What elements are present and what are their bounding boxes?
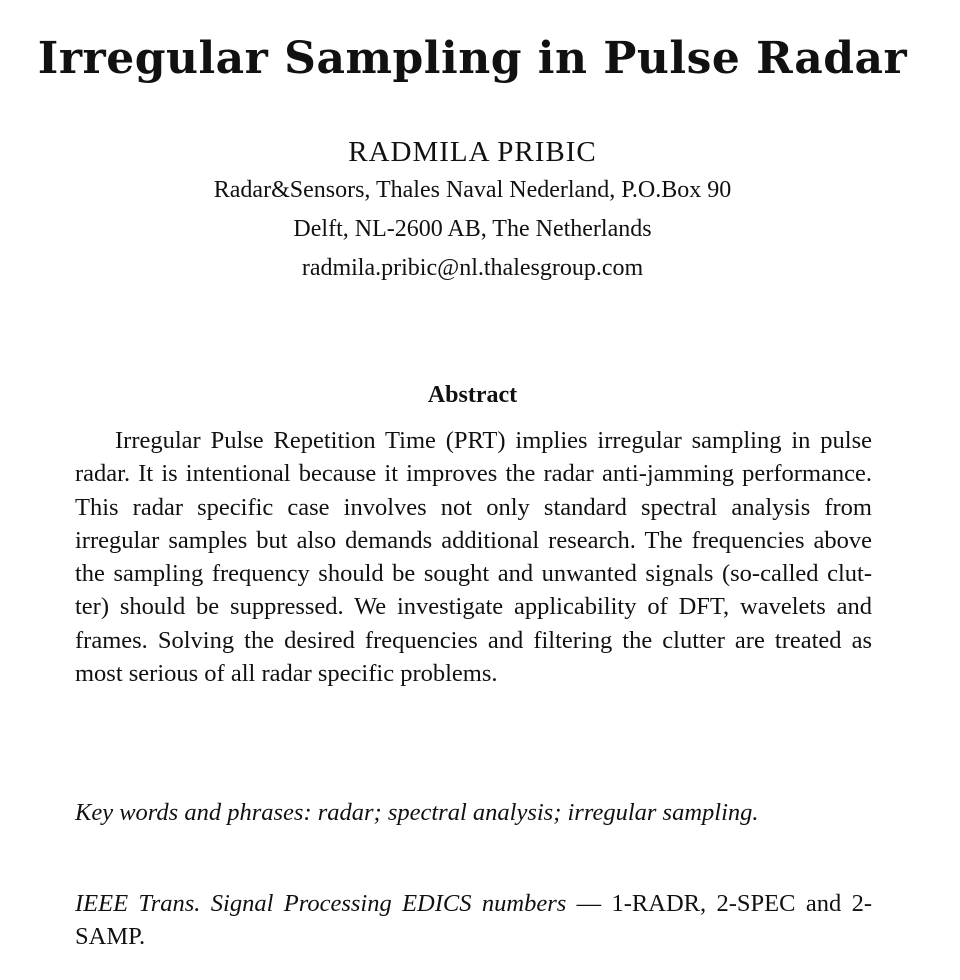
keywords-terms: radar; spectral analysis; irregular sampling. bbox=[317, 799, 759, 826]
keywords-paragraph bbox=[75, 796, 872, 829]
edics-numbers: — 1-RADR, 2-SPEC and 2-SAMP. bbox=[75, 890, 872, 950]
paper-title: Irregular Sampling in Pulse Radar bbox=[37, 33, 908, 84]
author-email: radmila.pribic@nl.thalesgroup.com bbox=[301, 255, 644, 281]
abstract-text: Irregular Pulse Repetition Time (PRT) implies irregular sampling in pulse radar. It is intentional because it improves the radar anti-jamming performance. This radar specific case involves not only standard spectral analysis from irregular samples but also demands additional research. The frequencies above the sampling frequency should be sought and unwanted signals (so-called clutter) should be suppressed. We investigate applicability of DFT, wavelets and frames. Solving the desired frequencies and filtering the clutter are treated as most serious of all radar specific problems. bbox=[75, 427, 872, 688]
author-name: RADMILA PRIBIC bbox=[348, 136, 597, 168]
affiliation-line-2: Delft, NL-2600 AB, The Netherlands bbox=[293, 216, 652, 242]
keywords-label: Key words and phrases: bbox=[75, 799, 312, 826]
author-block bbox=[0, 133, 945, 288]
abstract-heading: Abstract bbox=[427, 382, 518, 408]
edics-paragraph bbox=[75, 887, 872, 953]
affiliation-line-1: Radar&Sensors, Thales Naval Nederland, P.O.Box 90 bbox=[213, 177, 732, 203]
edics-label: IEEE Trans. Signal Processing EDICS numbers bbox=[75, 890, 567, 917]
